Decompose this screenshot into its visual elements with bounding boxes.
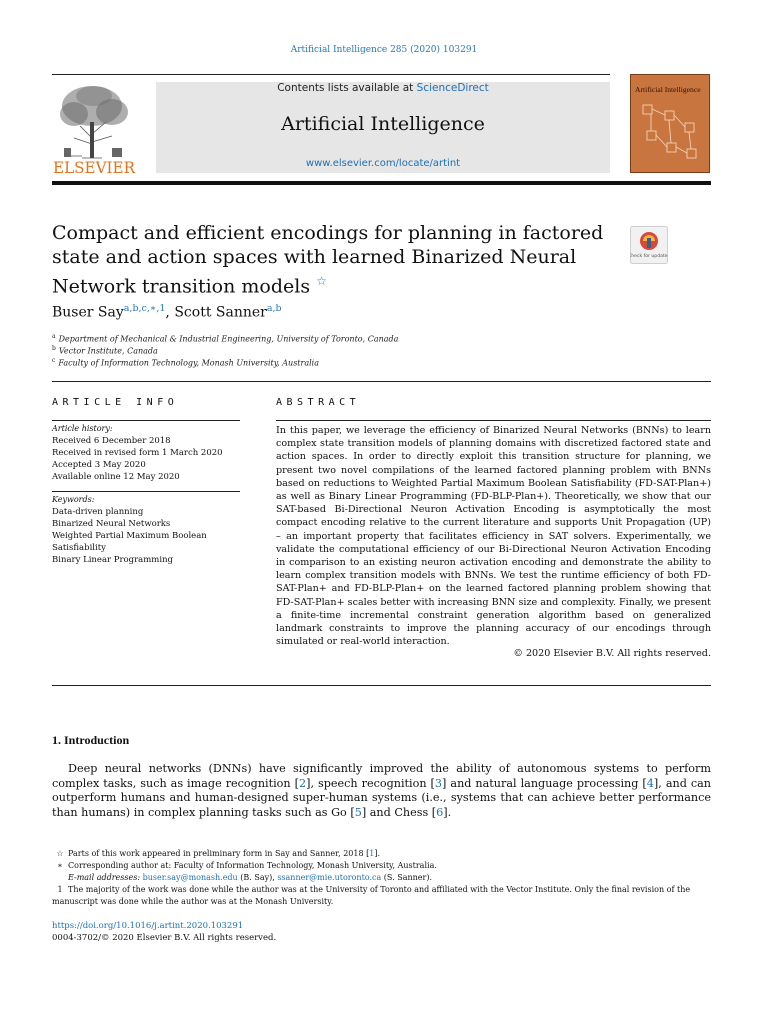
author-name: Scott Sanner (174, 304, 267, 321)
footnote-mark: ∗ (57, 861, 63, 870)
affiliation-a (52, 333, 398, 344)
author-name: Buser Say (52, 304, 124, 321)
footnote-emails (52, 872, 711, 884)
citation-link[interactable]: 2 (298, 776, 307, 790)
footnote-corresponding (52, 860, 711, 872)
footnote-mark: ☆ (56, 849, 64, 858)
footnote-text: Corresponding author at: Faculty of Information Technology, Monash University, Australia. (68, 861, 437, 870)
title-footnote-mark[interactable]: ☆ (316, 274, 327, 288)
affiliation-text: Vector Institute, Canada (58, 346, 158, 356)
keyword-item: Binary Linear Programming (52, 555, 174, 565)
cover-title: Artificial Intelligence (635, 85, 701, 94)
affiliation-b (52, 345, 158, 356)
intro-text: ] and natural language processing [ (442, 776, 647, 790)
intro-text: ], and can outperform humans and human-designed super-human systems (i.e., systems that can achieve better performance than humans) in complex planning tasks such as Go [ (52, 776, 711, 819)
abstract-copyright: © 2020 Elsevier B.V. All rights reserved. (513, 648, 711, 659)
keyword-item: Weighted Partial Maximum Boolean Satisfiability (52, 531, 207, 553)
article-info-heading: ARTICLE INFO (52, 397, 179, 408)
paper-title-text: Compact and efficient encodings for planning in factored state and action spaces with learned Binarized Neural Network transition models (52, 222, 604, 298)
history-item: Available online 12 May 2020 (52, 472, 180, 482)
history-item: Received 6 December 2018 (52, 436, 171, 446)
header-rule (52, 74, 610, 75)
footnote-text: Parts of this work appeared in preliminary form in Say and Sanner, 2018 [ (68, 849, 370, 858)
abstract-heading: ABSTRACT (276, 397, 361, 408)
footnote-title (52, 848, 711, 860)
citation-link[interactable]: 3 (434, 776, 443, 790)
footnote-mark: 1 (57, 885, 63, 894)
article-history (52, 423, 242, 483)
history-item: Received in revised form 1 March 2020 (52, 448, 223, 458)
affiliation-text: Faculty of Information Technology, Monash University, Australia (58, 358, 319, 368)
section-rule (52, 685, 711, 686)
journal-cover[interactable] (630, 74, 710, 173)
email-label: E-mail addresses: (68, 873, 143, 882)
journal-reference-link[interactable]: Artificial Intelligence 285 (2020) 103291 (290, 45, 478, 55)
keywords (52, 494, 242, 566)
contents-prefix: Contents lists available at (277, 82, 417, 94)
article-info-rule (52, 420, 240, 421)
crossmark-label: Check for updates (630, 254, 668, 259)
author-affiliation-marks[interactable]: a,b (266, 303, 282, 314)
doi-link[interactable]: https://doi.org/10.1016/j.artint.2020.103291 (52, 921, 244, 931)
history-label: Article history: (52, 424, 113, 433)
section-rule (52, 381, 711, 382)
intro-text: Deep neural networks (DNNs) have significantly improved the ability of autonomous systems to perform complex tasks, such as image recognition [ (52, 762, 711, 790)
header-thick-rule (52, 181, 711, 185)
journal-title: Artificial Intelligence (281, 113, 485, 135)
citation-link[interactable]: 5 (354, 805, 362, 819)
journal-url-link[interactable]: www.elsevier.com/locate/artint (305, 158, 461, 169)
affiliation-c (52, 357, 319, 368)
email-owner: (S. Sanner). (381, 873, 432, 882)
publisher-name: ELSEVIER (53, 159, 136, 176)
email-link[interactable]: buser.say@monash.edu (142, 873, 238, 882)
abstract-text: In this paper, we leverage the efficiency of Binarized Neural Networks (BNNs) to learn complex state transition models of planning domains with discretized factored state and action spaces. In order to directly exploit this transition structure for planning, we present two novel compilations of the learned factored planning problem with BNNs based on reductions to Weighted Partial Maximum Boolean Satisfiability (FD-SAT-Plan+) as well as Binary Linear Programming (FD-BLP-Plan+). Theoretically, we show that our SAT-based Bi-Directional Neuron Activation Encoding is asymptotically the most compact encoding relative to the current literature and supports Unit Propagation (UP) – an important property that facilitates efficiency in SAT solvers. Experimentally, we validate the computational efficiency of our Bi-Directional Neuron Activation Encoding in comparison to an existing neuron activation encoding and demonstrate the ability to learn complex transition models with BNNs. We test the runtime efficiency of both FD-SAT-Plan+ and FD-BLP-Plan+ on the learned factored planning problem showing that FD-SAT-Plan+ scales better with increasing BNN size and complexity. Finally, we present a finite-time incremental constraint generation algorithm based on generalized landmark constraints to improve the planning accuracy of our encodings through simulated or real-world interaction. (276, 425, 712, 648)
sciencedirect-link[interactable]: ScienceDirect (416, 82, 489, 94)
footnote-1 (52, 884, 711, 907)
intro-text: ] and Chess [ (361, 805, 437, 819)
author-separator: , (165, 304, 175, 321)
elsevier-tree-icon (52, 82, 136, 176)
keywords-label: Keywords: (52, 495, 95, 504)
cover-graph-icon (637, 97, 705, 167)
footnote-text: ]. (374, 849, 380, 858)
intro-text: ]. (443, 805, 452, 819)
author-list (52, 303, 282, 321)
affiliation-mark: b (52, 345, 56, 352)
author-affiliation-marks[interactable]: a,b,c,∗,1 (123, 303, 166, 314)
keywords-rule (52, 491, 240, 492)
intro-text: ], speech recognition [ (306, 776, 435, 790)
affiliation-text: Department of Mechanical & Industrial Engineering, University of Toronto, Canada (58, 334, 399, 344)
crossmark-button[interactable] (630, 226, 668, 264)
issn-copyright: 0004-3702/© 2020 Elsevier B.V. All rights reserved. (52, 933, 277, 943)
introduction-heading: 1. Introduction (52, 733, 130, 747)
elsevier-logo[interactable] (52, 82, 136, 176)
paper-title (52, 221, 622, 298)
email-owner: (B. Say), (237, 873, 278, 882)
crossmark-icon (630, 226, 668, 264)
footnote-text: The majority of the work was done while the author was at the University of Toronto and affiliated with the Vector Institute. Only the final revision of the manuscript was done while the author was at the Monash University. (52, 885, 691, 906)
keyword-item: Binarized Neural Networks (52, 519, 171, 529)
keyword-item: Data-driven planning (52, 507, 144, 517)
citation-link[interactable]: 4 (646, 776, 654, 790)
email-link[interactable]: ssanner@mie.utoronto.ca (277, 873, 382, 882)
abstract-rule (276, 420, 711, 421)
history-item: Accepted 3 May 2020 (52, 460, 146, 470)
contents-line (156, 82, 610, 94)
affiliation-mark: a (52, 333, 56, 340)
affiliation-mark: c (52, 357, 56, 364)
citation-link[interactable]: 1 (369, 849, 375, 858)
citation-link[interactable]: 6 (436, 805, 444, 819)
introduction-paragraph (52, 762, 711, 820)
